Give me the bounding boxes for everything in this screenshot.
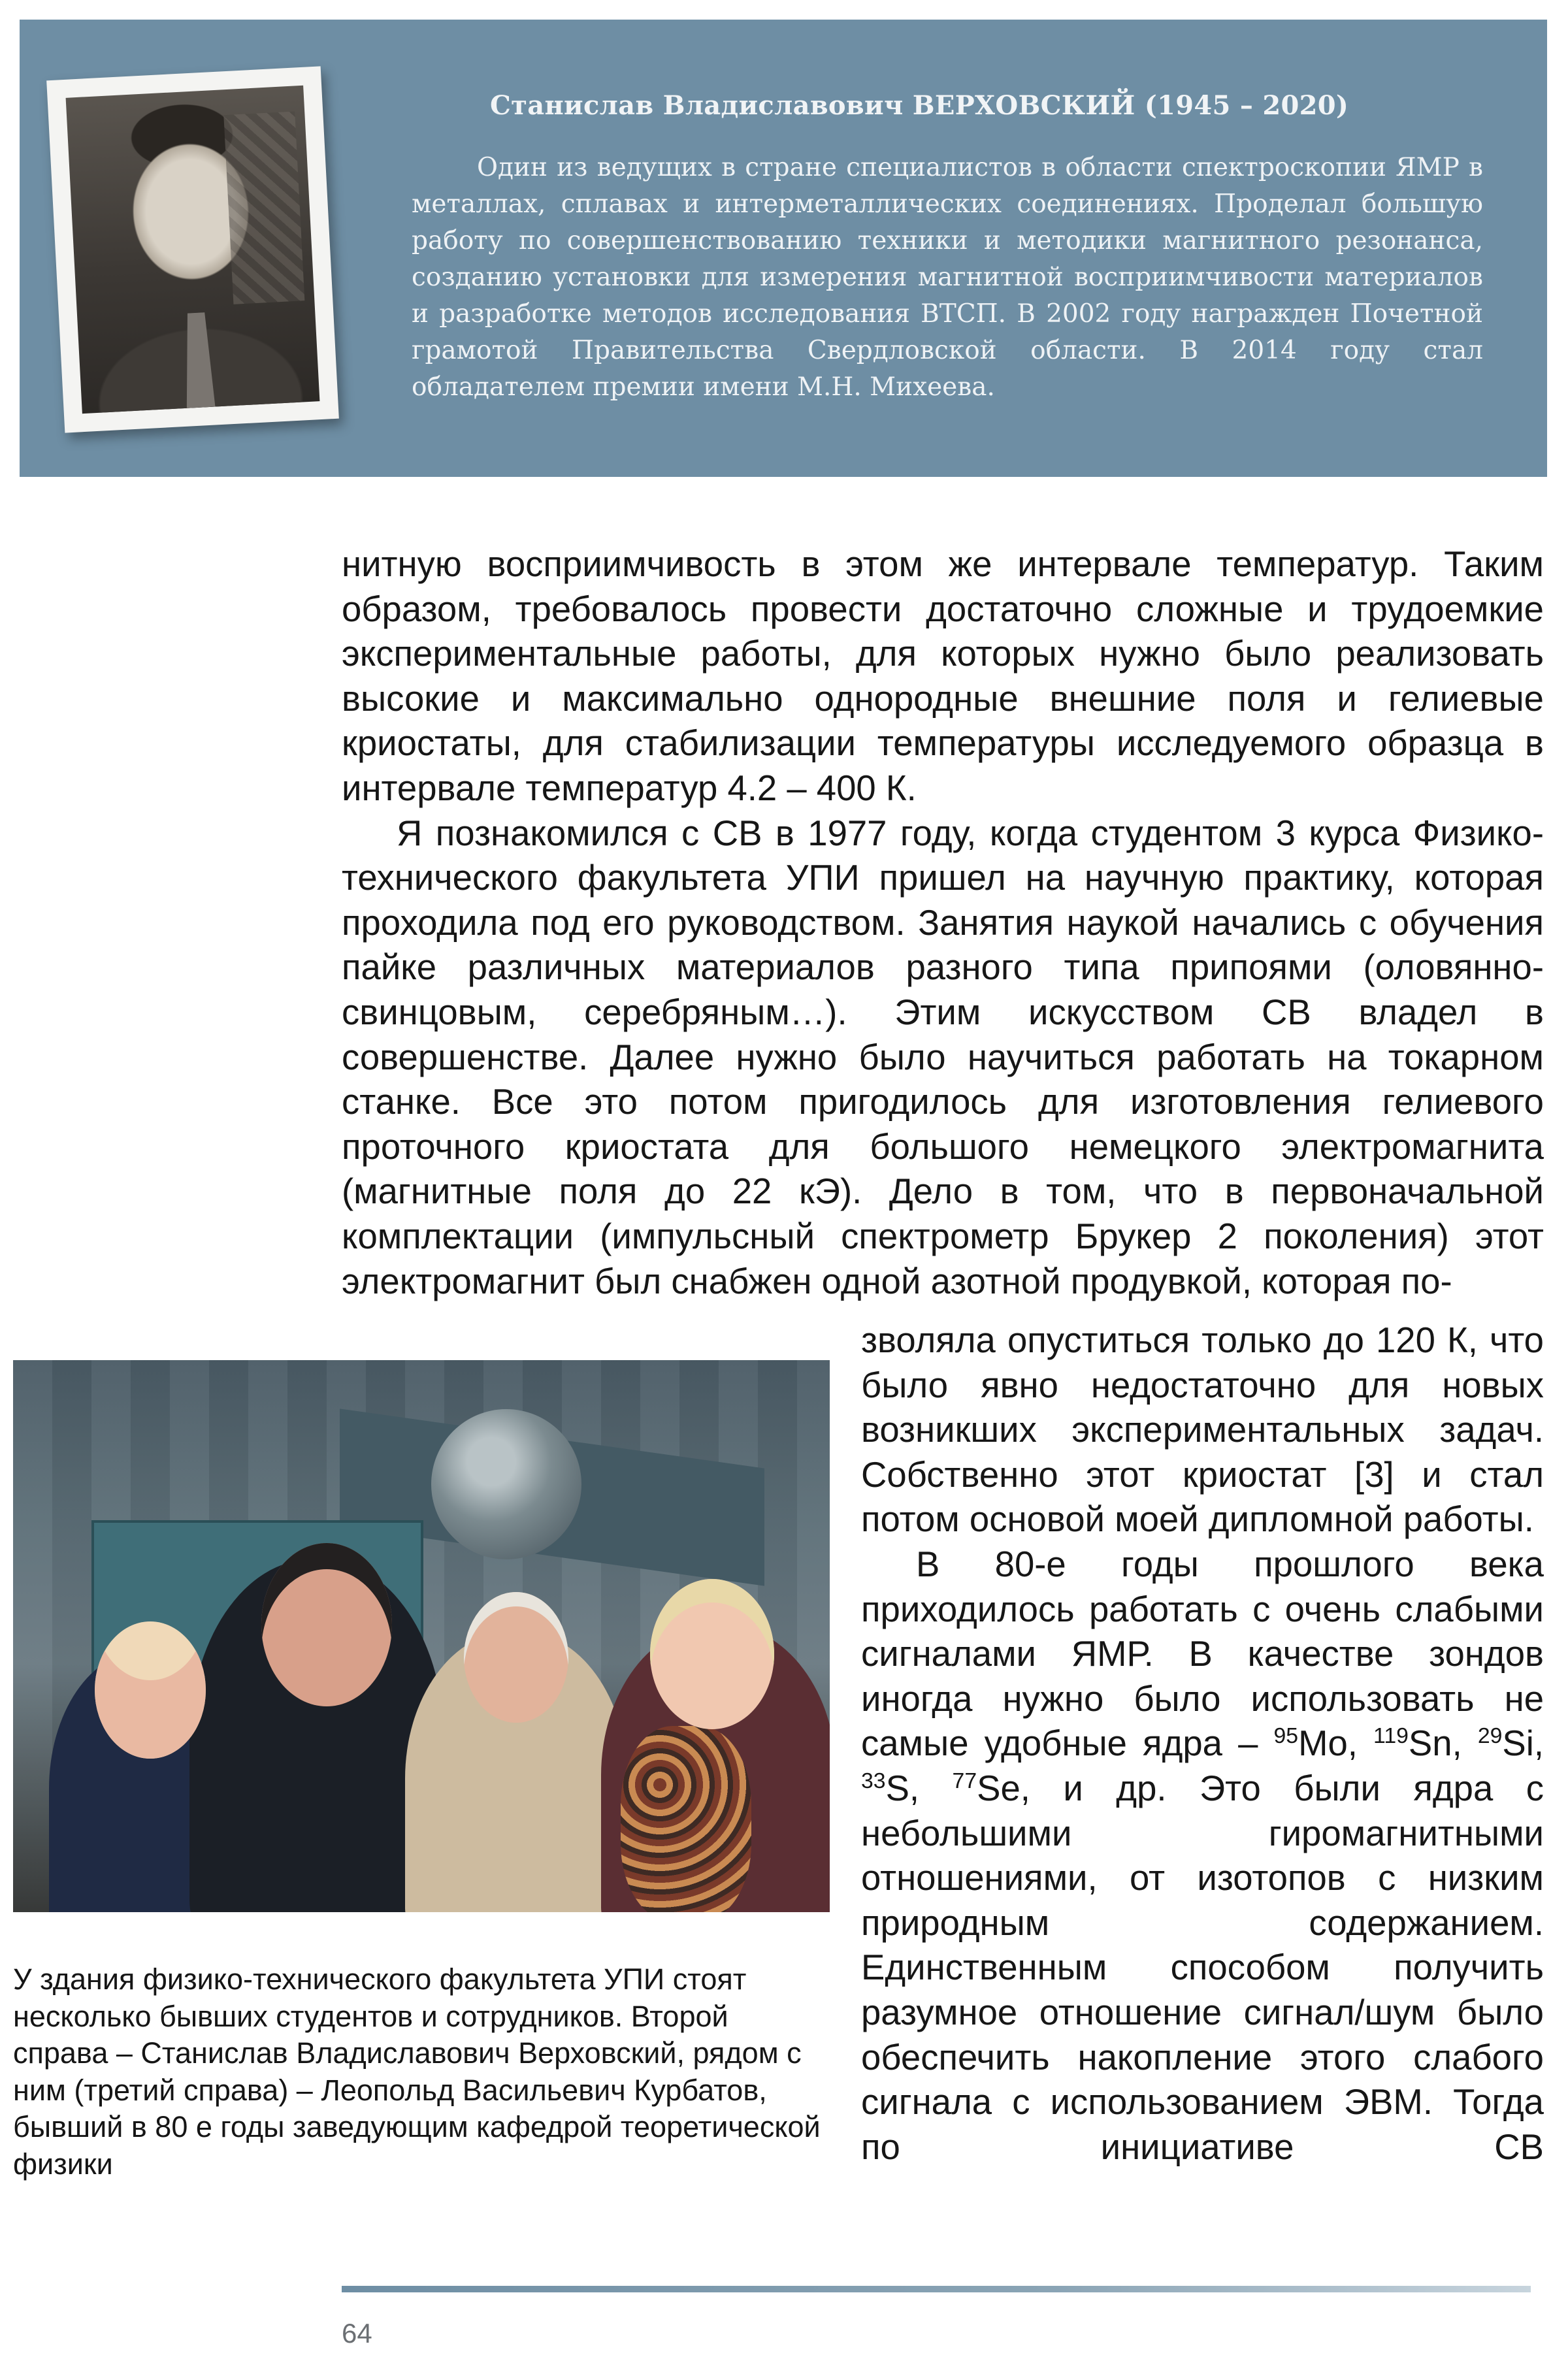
article-paragraph-2-continued: зволяла опуститься только до 120 К, что было явно недостаточно для новых возникших экспериментальных задач. Собственно этот криостат [3] и стал потом основой моей дипломной работы.	[861, 1320, 1544, 1540]
bio-title: Станислав Владиславович ВЕРХОВСКИЙ (1945 – 2020)	[490, 90, 1349, 121]
photo-face-3	[464, 1592, 568, 1723]
article-paragraph-3: В 80-е годы прошлого века приходилось работать с очень слабыми сигналами ЯМР. В качестве зондов иногда нужно было использовать не самые удобные ядра – $^{95}$Mo, $^{119}$Sn, $^{29}$Si, $^{33}$S, $^{77}$Se, и др. Это были ядра с небольшими гиромагнитными отношениями, от изотопов с низким природным содержанием. Единственным способом получить разумное отношение сигнал/шум было обеспечить накопление этого слабого сигнала с использованием ЭВМ. Тогда по инициативе СВ	[861, 1544, 1544, 2167]
photo-face-2	[261, 1543, 392, 1706]
article-paragraph-2: Я познакомился с СВ в 1977 году, когда студентом 3 курса Физико-технического факультета УПИ пришел на научную практику, которая проходила под его руководством. Занятия наукой начались с обучения пайке различных материалов разного типа припоями (оловянно-свинцовым, серебряным…). Этим искусством СВ владел в совершенстве. Далее нужно было научиться работать на токарном станке. Все это потом пригодилось для изготовления гелиевого проточного криостата для большого немецкого электромагнита (магнитные поля до 22 кЭ). Дело в том, что в первоначальной комплектации (импульсный спектрометр Брукер 2 поколения) этот электромагнит был снабжен одной азотной продувкой, которая по-	[342, 813, 1544, 1301]
article-column-right	[861, 1318, 1544, 2170]
photo-caption: У здания физико-технического факультета УПИ стоят несколько бывших студентов и сотрудников. Второй справа – Станислав Владиславович Верховский, рядом с ним (третий справа) – Леопольд Васильевич Курбатов, бывший в 80 е годы заведующим кафедрой теоретической физики	[13, 1962, 821, 2181]
photo-face-1	[95, 1621, 206, 1759]
photo-face-4	[650, 1579, 774, 1729]
portrait-frame	[46, 66, 339, 432]
page-number: 64	[342, 2318, 372, 2349]
photo-scarf	[621, 1726, 751, 1912]
bio-text	[412, 90, 1483, 406]
footer-rule	[342, 2286, 1531, 2292]
portrait-photo	[66, 86, 320, 414]
group-photo	[13, 1360, 830, 1912]
article-column-top	[342, 542, 1544, 1304]
bio-paragraph: Один из ведущих в стране специалистов в области спектроскопии ЯМР в металлах, сплавах и интерметаллических соединениях. Проделал большую работу по совершенствованию техники и методики магнитного резонанса, созданию установки для измерения магнитной восприимчивости материалов и разработке методов исследования ВТСП. В 2002 году награжден Почетной грамотой Правительства Свердловской области. В 2014 году стал обладателем премии имени М.Н. Михеева.	[412, 153, 1483, 402]
bio-box	[20, 20, 1547, 477]
photo-atom-emblem	[431, 1409, 581, 1559]
article-paragraph-1: нитную восприимчивость в этом же интервале температур. Таким образом, требовалось провести достаточно сложные и трудоемкие экспериментальные работы, для которых нужно было реализовать высокие и максимально однородные внешние поля и гелиевые криостаты, для стабилизации температуры исследуемого образца в интервале температур 4.2 – 400 К.	[342, 544, 1544, 808]
